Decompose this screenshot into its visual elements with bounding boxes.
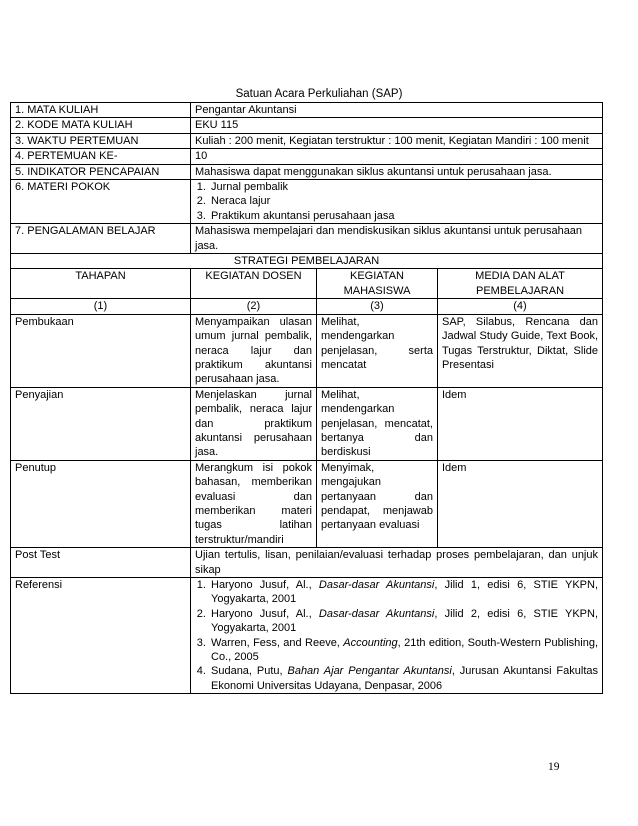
stage-dosen: Menjelaskan jurnal pembalik, neraca lajur dan praktikum akuntansi perusahaan jasa. bbox=[191, 387, 317, 460]
stage-media: Idem bbox=[438, 387, 603, 460]
column-number: (2) bbox=[191, 299, 317, 314]
row-value: Ujian tertulis, lisan, penilaian/evaluasi terhadap proses pembelajaran, dan unjuk sikap bbox=[191, 548, 603, 578]
list-item: 3. Praktikum akuntansi perusahaan jasa bbox=[209, 209, 598, 223]
stage-row-penyajian bbox=[11, 387, 603, 460]
column-number: (3) bbox=[317, 299, 438, 314]
stage-mahasiswa: Melihat, mendengarkan penjelasan, serta mencatat bbox=[317, 314, 438, 387]
strategy-number-row bbox=[11, 299, 603, 314]
row-pertemuan-ke bbox=[11, 149, 603, 164]
stage-media: SAP, Silabus, Rencana dan Jadwal Study Guide, Text Book, Tugas Terstruktur, Diktat, Slide Presentasi bbox=[438, 314, 603, 387]
row-value: Pengantar Akuntansi bbox=[191, 103, 603, 118]
strategy-title: STRATEGI PEMBELAJARAN bbox=[11, 254, 603, 269]
stage-name: Penyajian bbox=[11, 387, 191, 460]
list-item: 2. Neraca lajur bbox=[209, 194, 598, 208]
reference-item: 4. Sudana, Putu, Bahan Ajar Pengantar Akuntansi, Jurusan Akuntansi Fakultas Ekonomi Universitas Udayana, Denpasar, 2006 bbox=[209, 664, 598, 693]
row-label: 4. PERTEMUAN KE- bbox=[11, 149, 191, 164]
stage-dosen: Merangkum isi pokok bahasan, memberikan evaluasi dan memberikan materi tugas latihan terstruktur/mandiri bbox=[191, 460, 317, 547]
strategy-header-row bbox=[11, 269, 603, 299]
column-header: MEDIA DAN ALAT PEMBELAJARAN bbox=[438, 269, 603, 299]
row-label: 5. INDIKATOR PENCAPAIAN bbox=[11, 164, 191, 179]
stage-mahasiswa: Menyimak, mengajukan pertanyaan dan pendapat, menjawab pertanyaan evaluasi bbox=[317, 460, 438, 547]
page-number: 19 bbox=[548, 761, 560, 773]
row-waktu-pertemuan bbox=[11, 133, 603, 148]
materi-list bbox=[195, 180, 598, 223]
column-header: KEGIATAN MAHASISWA bbox=[317, 269, 438, 299]
stage-name: Penutup bbox=[11, 460, 191, 547]
row-pengalaman-belajar bbox=[11, 224, 603, 254]
row-label: 6. MATERI POKOK bbox=[11, 180, 191, 224]
row-label: 3. WAKTU PERTEMUAN bbox=[11, 133, 191, 148]
row-value: Mahasiswa mempelajari dan mendiskusikan siklus akuntansi untuk perusahaan jasa. bbox=[191, 224, 603, 254]
column-header: KEGIATAN DOSEN bbox=[191, 269, 317, 299]
row-value bbox=[191, 578, 603, 694]
row-indikator-pencapaian bbox=[11, 164, 603, 179]
column-number: (4) bbox=[438, 299, 603, 314]
row-kode-mata-kuliah bbox=[11, 118, 603, 133]
stage-row-penutup bbox=[11, 460, 603, 547]
row-post-test bbox=[11, 548, 603, 578]
stage-row-pembukaan bbox=[11, 314, 603, 387]
row-label: 1. MATA KULIAH bbox=[11, 103, 191, 118]
sap-table bbox=[10, 102, 603, 694]
row-label: Referensi bbox=[11, 578, 191, 694]
row-value: Kuliah : 200 menit, Kegiatan terstruktur : 100 menit, Kegiatan Mandiri : 100 menit bbox=[191, 133, 603, 148]
row-label: 2. KODE MATA KULIAH bbox=[11, 118, 191, 133]
reference-item: 2. Haryono Jusuf, Al., Dasar-dasar Akuntansi, Jilid 2, edisi 6, STIE YKPN, Yogyakarta, 2001 bbox=[209, 607, 598, 636]
row-materi-pokok bbox=[11, 180, 603, 224]
reference-list bbox=[195, 578, 598, 693]
row-value: EKU 115 bbox=[191, 118, 603, 133]
row-value bbox=[191, 180, 603, 224]
list-item: 1. Jurnal pembalik bbox=[209, 180, 598, 194]
row-value: 10 bbox=[191, 149, 603, 164]
column-number: (1) bbox=[11, 299, 191, 314]
row-mata-kuliah bbox=[11, 103, 603, 118]
reference-item: 1. Haryono Jusuf, Al., Dasar-dasar Akuntansi, Jilid 1, edisi 6, STIE YKPN, Yogyakarta, 2001 bbox=[209, 578, 598, 607]
stage-mahasiswa: Melihat, mendengarkan penjelasan, mencatat, bertanya dan berdiskusi bbox=[317, 387, 438, 460]
strategy-title-row bbox=[11, 254, 603, 269]
row-value: Mahasiswa dapat menggunakan siklus akuntansi untuk perusahaan jasa. bbox=[191, 164, 603, 179]
column-header: TAHAPAN bbox=[11, 269, 191, 299]
row-label: 7. PENGALAMAN BELAJAR bbox=[11, 224, 191, 254]
row-referensi bbox=[11, 578, 603, 694]
reference-item: 3. Warren, Fess, and Reeve, Accounting, 21th edition, South-Western Publishing, Co., 2005 bbox=[209, 636, 598, 665]
row-label: Post Test bbox=[11, 548, 191, 578]
stage-name: Pembukaan bbox=[11, 314, 191, 387]
stage-media: Idem bbox=[438, 460, 603, 547]
stage-dosen: Menyampaikan ulasan umum jurnal pembalik, neraca lajur dan praktikum akuntansi perusahaan jasa. bbox=[191, 314, 317, 387]
document-title: Satuan Acara Perkuliahan (SAP) bbox=[235, 88, 403, 100]
